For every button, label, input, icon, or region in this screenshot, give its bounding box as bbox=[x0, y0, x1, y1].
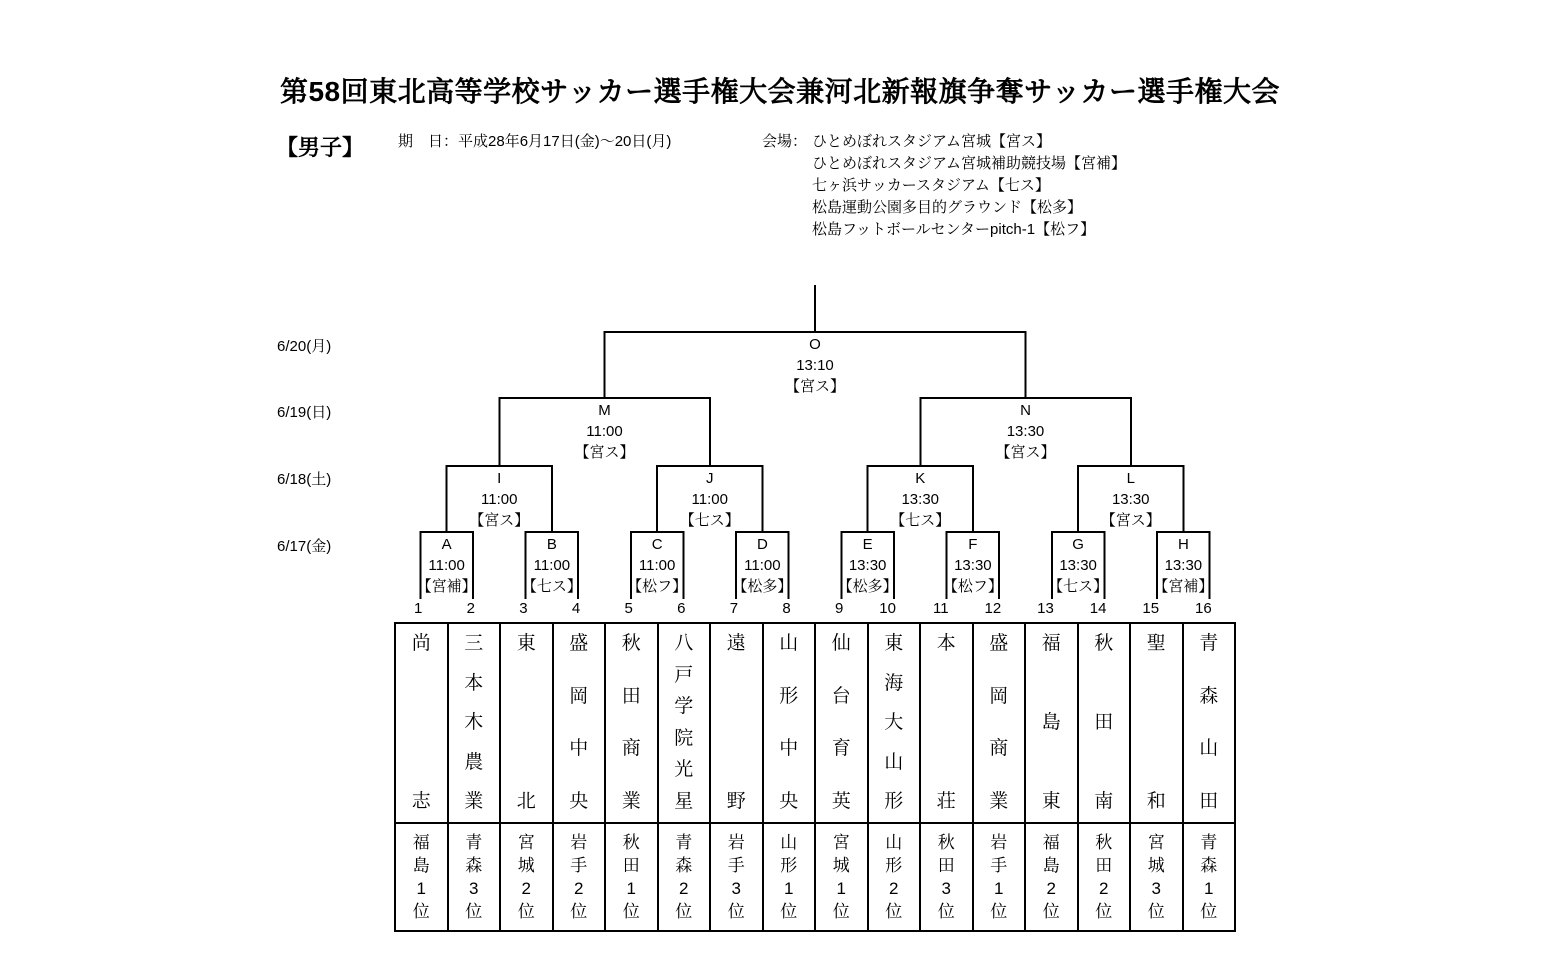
round-date-label: 6/19(日) bbox=[277, 404, 332, 421]
team-column bbox=[972, 624, 1025, 930]
team-name: 盛 岡 中 央 bbox=[554, 624, 605, 824]
match-id: G bbox=[1072, 536, 1084, 553]
team-name: 八 戸 学 院 光 星 bbox=[659, 624, 710, 824]
team-seed: 山 形 1 位 bbox=[780, 833, 798, 921]
match-id: B bbox=[546, 536, 557, 553]
team-number: 5 bbox=[624, 600, 633, 617]
match-time: 13:30 bbox=[1059, 557, 1097, 574]
match-time: 13:10 bbox=[796, 357, 834, 374]
match-time: 11:00 bbox=[586, 423, 623, 440]
match-id: L bbox=[1126, 470, 1135, 487]
team-seed: 青 森 3 位 bbox=[465, 833, 483, 921]
venue-item: 松島フットボールセンターpitch-1【松フ】 bbox=[812, 221, 1096, 238]
match-label-L bbox=[1076, 468, 1186, 531]
round-date-label: 6/18(土) bbox=[277, 471, 332, 488]
match-label-I bbox=[444, 468, 554, 531]
team-seed: 岩 手 1 位 bbox=[990, 833, 1008, 921]
match-label-D bbox=[707, 534, 817, 597]
match-label-A bbox=[392, 534, 502, 597]
team-seed: 秋 田 1 位 bbox=[622, 833, 640, 921]
team-column bbox=[657, 624, 710, 930]
team-column bbox=[1182, 624, 1235, 930]
event-date-value: 平成28年6月17日(金)～20日(月) bbox=[458, 133, 672, 150]
team-name: 秋 田 商 業 bbox=[606, 624, 657, 824]
team-seed: 岩 手 3 位 bbox=[727, 833, 745, 921]
team-column bbox=[1077, 624, 1130, 930]
team-number: 7 bbox=[729, 600, 739, 617]
match-venue: 【宮ス】 bbox=[784, 378, 845, 395]
match-time: 13:30 bbox=[1164, 557, 1203, 574]
team-seed: 山 形 2 位 bbox=[885, 833, 903, 921]
match-id: K bbox=[915, 470, 926, 487]
match-venue: 【松フ】 bbox=[942, 578, 1003, 595]
match-venue: 【宮ス】 bbox=[469, 512, 530, 529]
team-column bbox=[447, 624, 500, 930]
team-name: 三 本 木 農 業 bbox=[449, 624, 500, 824]
match-venue: 【宮補】 bbox=[416, 578, 477, 595]
team-number: 15 bbox=[1142, 600, 1160, 617]
team-name: 本 荘 bbox=[921, 624, 972, 824]
team-seed: 宮 城 2 位 bbox=[517, 833, 535, 921]
match-time: 11:00 bbox=[691, 491, 728, 508]
team-name: 遠 野 bbox=[711, 624, 762, 824]
team-name: 青 森 山 田 bbox=[1184, 624, 1235, 824]
match-time: 11:00 bbox=[744, 557, 781, 574]
team-column bbox=[1129, 624, 1182, 930]
venue-label: 会場： bbox=[762, 133, 808, 150]
team-name: 盛 岡 商 業 bbox=[974, 624, 1025, 824]
match-time: 13:30 bbox=[954, 557, 992, 574]
match-label-J bbox=[655, 468, 765, 531]
gender-label: 【男子】 bbox=[276, 135, 365, 160]
event-date-label: 期 日： bbox=[398, 133, 459, 150]
match-label-H bbox=[1128, 534, 1238, 597]
team-column bbox=[604, 624, 657, 930]
match-id: O bbox=[809, 336, 821, 353]
match-id: C bbox=[651, 536, 663, 553]
team-name: 秋 田 南 bbox=[1079, 624, 1130, 824]
team-seed: 岩 手 2 位 bbox=[570, 833, 588, 921]
match-venue: 【宮ス】 bbox=[574, 444, 635, 461]
match-venue: 【七ス】 bbox=[1048, 578, 1109, 595]
team-column bbox=[709, 624, 762, 930]
match-time: 13:30 bbox=[901, 491, 940, 508]
match-time: 13:30 bbox=[1006, 423, 1045, 440]
team-number: 12 bbox=[984, 600, 1002, 617]
teams-table bbox=[394, 622, 1236, 932]
team-number: 3 bbox=[519, 600, 528, 617]
match-venue: 【七ス】 bbox=[890, 512, 951, 529]
team-number: 8 bbox=[782, 600, 791, 617]
match-time: 11:00 bbox=[533, 557, 571, 574]
team-number: 11 bbox=[932, 600, 949, 617]
round-date-label: 6/17(金) bbox=[277, 538, 332, 555]
team-column bbox=[552, 624, 605, 930]
match-venue: 【七ス】 bbox=[679, 512, 740, 529]
match-venue: 【松多】 bbox=[837, 578, 898, 595]
team-number: 4 bbox=[571, 600, 581, 617]
match-label-C bbox=[602, 534, 712, 597]
match-time: 11:00 bbox=[638, 557, 676, 574]
page-title: 第58回東北高等学校サッカー選手権大会兼河北新報旗争奪サッカー選手権大会 bbox=[279, 76, 1281, 107]
team-number: 16 bbox=[1195, 600, 1212, 617]
venue-item: ひとめぼれスタジアム宮城補助競技場【宮補】 bbox=[812, 155, 1126, 172]
match-time: 13:30 bbox=[1111, 491, 1150, 508]
match-id: D bbox=[756, 536, 768, 553]
team-name: 山 形 中 央 bbox=[764, 624, 815, 824]
match-id: I bbox=[497, 470, 502, 487]
team-column bbox=[919, 624, 972, 930]
match-venue: 【松多】 bbox=[732, 578, 793, 595]
team-column bbox=[814, 624, 867, 930]
team-number: 10 bbox=[879, 600, 896, 617]
match-venue: 【宮ス】 bbox=[1100, 512, 1161, 529]
team-name: 福 島 東 bbox=[1026, 624, 1077, 824]
team-seed: 福 島 2 位 bbox=[1042, 833, 1060, 921]
team-number: 2 bbox=[466, 600, 475, 617]
match-id: F bbox=[968, 536, 978, 553]
match-label-G bbox=[1023, 534, 1133, 597]
match-id: H bbox=[1177, 536, 1189, 553]
match-id: A bbox=[441, 536, 452, 553]
match-venue: 【七ス】 bbox=[521, 578, 582, 595]
team-name: 仙 台 育 英 bbox=[816, 624, 867, 824]
team-name: 東 北 bbox=[501, 624, 552, 824]
team-column bbox=[762, 624, 815, 930]
team-column bbox=[867, 624, 920, 930]
match-venue: 【松フ】 bbox=[627, 578, 688, 595]
match-label-O bbox=[760, 334, 870, 397]
match-id: E bbox=[862, 536, 873, 553]
venue-item: ひとめぼれスタジアム宮城【宮ス】 bbox=[812, 133, 1051, 150]
team-seed: 青 森 1 位 bbox=[1200, 833, 1218, 921]
team-seed: 青 森 2 位 bbox=[675, 833, 693, 921]
match-label-E bbox=[813, 534, 923, 597]
team-seed: 宮 城 3 位 bbox=[1147, 833, 1165, 921]
match-time: 13:30 bbox=[848, 557, 887, 574]
match-id: M bbox=[598, 402, 611, 419]
team-seed: 福 島 1 位 bbox=[412, 833, 430, 921]
team-number: 6 bbox=[677, 600, 686, 617]
match-label-F bbox=[918, 534, 1028, 597]
team-name: 東 海 大 山 形 bbox=[869, 624, 920, 824]
team-name: 尚 志 bbox=[396, 624, 447, 824]
round-date-label: 6/20(月) bbox=[277, 338, 332, 355]
team-seed: 宮 城 1 位 bbox=[832, 833, 850, 921]
venue-list bbox=[812, 131, 1126, 241]
match-id: J bbox=[706, 470, 714, 487]
team-number: 1 bbox=[413, 600, 423, 617]
match-label-B bbox=[497, 534, 607, 597]
match-time: 11:00 bbox=[481, 491, 518, 508]
team-column bbox=[1024, 624, 1077, 930]
match-time: 11:00 bbox=[428, 557, 465, 574]
match-label-N bbox=[971, 400, 1081, 463]
event-date-line bbox=[398, 131, 671, 153]
team-number: 9 bbox=[834, 600, 844, 617]
venue-item: 七ヶ浜サッカースタジアム【七ス】 bbox=[812, 177, 1050, 194]
venue-item: 松島運動公園多目的グラウンド【松多】 bbox=[812, 199, 1083, 216]
team-seed: 秋 田 3 位 bbox=[937, 833, 955, 921]
team-column bbox=[396, 624, 447, 930]
team-column bbox=[499, 624, 552, 930]
team-name: 聖 和 bbox=[1131, 624, 1182, 824]
team-number: 14 bbox=[1089, 600, 1107, 617]
match-venue: 【宮補】 bbox=[1153, 578, 1214, 595]
match-venue: 【宮ス】 bbox=[995, 444, 1056, 461]
team-number: 13 bbox=[1037, 600, 1054, 617]
match-id: N bbox=[1020, 402, 1031, 419]
match-label-M bbox=[550, 400, 660, 463]
match-label-K bbox=[865, 468, 975, 531]
team-seed: 秋 田 2 位 bbox=[1095, 833, 1113, 921]
